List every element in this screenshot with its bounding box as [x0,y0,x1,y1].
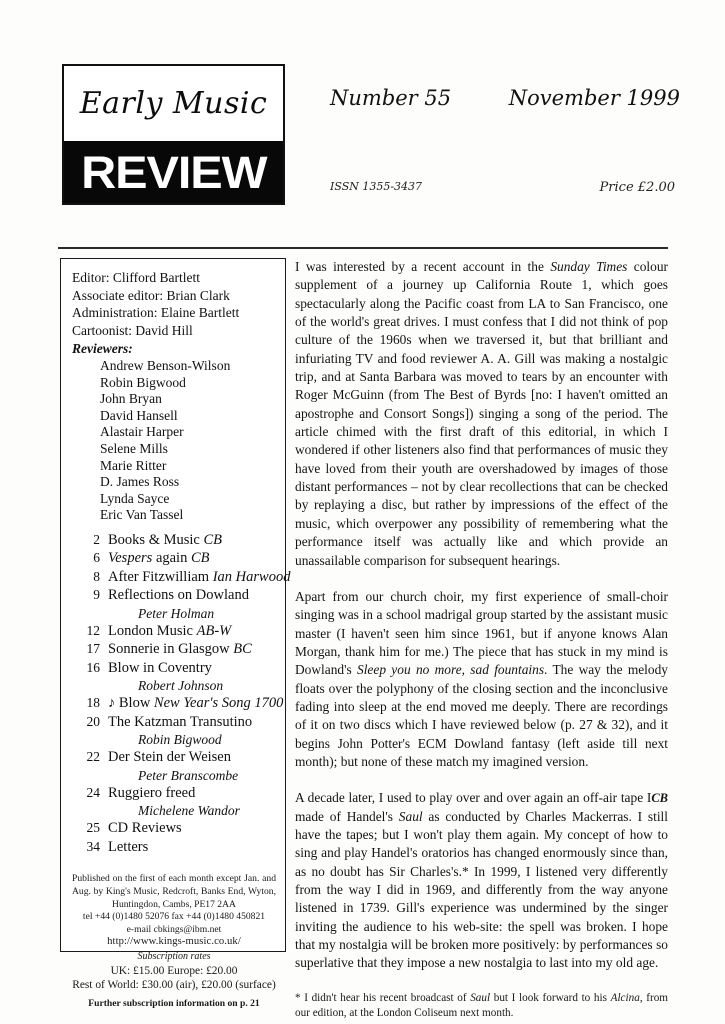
toc-page-number: 2 [93,531,100,547]
toc-entry[interactable] [72,838,276,857]
publication-title: Early Music [79,86,268,122]
editorial-paragraph-1: I was interested by a recent account in the Sunday Times colour supplement of a journey up California Route 1, which goes spectacularly along the Pacific coast from LA to San Francisco, one of the world's great drives. I must confess that I did not think of pop culture of the 1960s when we traversed it, but that brilliant and infuriating TV and food reviewer A. A. Gill was making a nostalgic trip, and at Santa Barbara was moved to tears by an encounter with Roger McGuinn (from The Best of Byrds [no: I haven't omitted an apostrophe and Consort Songs]) singing a song of the period. The article chimed with the first draft of this editorial, in which I wondered if other listeners also find that performances of music they have loved from their youth are overshadowed by images of those distant performances – not by clear recollections that can be checked by replaying a disc, but rather by impressions of the effect of the music, which overpower any possibility of remembering what the performance itself was actually like and which provide an unassailable comparison for subsequent hearings. [295,259,668,568]
publisher-website[interactable]: http://www.kings-music.co.uk/ [107,936,241,948]
toc-title: Blow in Coventry [108,659,212,676]
staff-administration: Administration: Elaine Bartlett [72,305,240,320]
staff-editor: Editor: Clifford Bartlett [72,270,200,285]
toc-title: After Fitzwilliam Ian Harwood [108,568,291,585]
editorial-footnote: * I didn't hear his recent broadcast of Saul but I look forward to his Alcina, from our edition, at the London Coliseum next month. [295,991,669,1019]
toc-entry[interactable] [72,622,276,641]
masthead-bottom-panel [64,141,283,203]
masthead-top-panel [64,66,283,141]
toc-author-row [72,802,276,819]
subscription-heading: Subscription rates [137,951,211,962]
publisher-info [72,873,276,1010]
toc-title: Books & Music CB [108,531,222,548]
toc-entry[interactable] [72,659,276,678]
reviewer-item: Marie Ritter [100,457,167,473]
publication-subtitle: REVIEW [80,146,267,198]
reviewer-item: Alastair Harper [100,424,184,440]
toc-entry[interactable] [72,819,276,838]
toc-entry[interactable] [72,586,276,605]
toc-page-number: 34 [86,838,100,854]
toc-entry[interactable] [72,568,291,587]
price: Price £2.00 [599,180,675,195]
toc-title: Letters [108,838,149,855]
sidebar-panel [60,258,291,1009]
toc-page-number: 25 [86,820,100,836]
editorial-signature: CB [651,791,668,806]
toc-title: The Katzman Transutino [108,713,253,730]
toc-page-number: 8 [93,568,100,584]
toc-title: ♪ Blow New Year's Song 1700 [108,695,284,712]
toc-page-number: 22 [86,749,100,765]
toc-author-row [72,731,276,748]
toc-entry[interactable] [72,713,276,732]
toc-title: London Music AB-W [108,622,232,639]
toc-title: Der Stein der Weisen [108,749,231,766]
toc-entry[interactable] [72,640,276,659]
table-of-contents [72,531,291,857]
toc-title: Ruggiero freed [108,784,196,801]
toc-page-number: 9 [93,587,100,603]
reviewer-item: Andrew Benson-Wilson [100,358,231,373]
toc-author: Michelene Wandor [138,803,240,819]
toc-page-number: 17 [86,641,100,657]
reviewer-item: D. James Ross [100,474,180,490]
toc-page-number: 18 [86,695,100,711]
toc-title: Reflections on Dowland [108,587,249,604]
toc-author-row [72,767,276,784]
toc-entry[interactable] [72,694,284,713]
toc-author: Peter Branscombe [138,767,239,783]
reviewer-item: David Hansell [100,407,178,423]
subscription-more-info: Further subscription information on p. 21 [88,997,260,1009]
toc-entry[interactable] [72,549,276,568]
issue-number: Number 55 [330,86,452,110]
toc-page-number: 16 [86,659,100,675]
reviewer-item: Lynda Sayce [100,490,170,506]
editorial-paragraph-2: Apart from our church choir, my first experience of small-choir singing was in a school madrigal group started by the assistant music master (I haven't seen him since 1961, but if anyone knows Alan Morgan, thank him for me.) The piece that has stuck in my mind is Dowland's Sleep you no more, sad fountains. The way the melody floats over the polyphony of the closing section and the inconclusive fading into sleep at the end moved me deeply. There are recordings of it on two discs which I have reviewed below (p. 27 & 32), and it begins John Potter's ECM Dowland fantasy (left aside till next month); but none of these match my imagined version. [295,588,668,769]
editorial-paragraph-3: CB A decade later, I used to play over and over again an off-air tape I made of Handel's Saul as conducted by Charles Mackerras. I still have the tapes; but I won't play them again. My concept of how to sing and play Handel's oratorios has changed enormously since than, as no doubt has Sir Charles's.* In 1999, I listened very differently from the way I did in 1969, and differently from the way anyone listened in 1739. Gill's experience was undermined by the singer inviting the audience to his web-site: the spell was broken. I hope that my nostalgia will be broken more positively: by performances so superlative that they impose a new nostalgia to last into my old age. [295,790,668,971]
toc-author: Robert Johnson [138,678,224,694]
reviewer-item: Eric Van Tassel [100,507,184,523]
issue-line [330,86,680,110]
toc-entry[interactable] [72,784,276,803]
subscription-rate-world: Rest of World: £30.00 (air), £20.00 (surface) [72,978,276,991]
music-note-icon: ♪ Blow [108,695,154,712]
toc-author: Robin Bigwood [138,732,222,748]
reviewer-item: Robin Bigwood [100,374,186,390]
toc-author: Peter Holman [138,605,215,621]
toc-page-number: 12 [86,622,100,638]
toc-author-row [72,677,276,694]
toc-title: Vespers again CB [108,550,210,567]
reviewers-heading: Reviewers: [72,341,133,356]
toc-page-number: 6 [93,550,100,566]
publisher-phone: tel +44 (0)1480 52076 fax +44 (0)1480 450821 [82,911,266,923]
masthead-logo [62,64,285,205]
toc-page-number: 20 [86,713,100,729]
issn-price-line [330,180,675,195]
toc-page-number: 24 [86,784,100,800]
toc-title: Sonnerie in Glasgow BC [108,641,252,658]
staff-associate-editor: Associate editor: Brian Clark [72,287,230,303]
subscription-rate-uk-europe: UK: £15.00 Europe: £20.00 [110,964,238,977]
toc-entry[interactable] [72,748,276,767]
reviewer-item: John Bryan [100,391,162,407]
issn: ISSN 1355-3437 [330,180,423,193]
publisher-email[interactable]: e-mail cbkings@ibm.net [126,923,222,935]
staff-cartoonist: Cartoonist: David Hill [72,322,193,338]
toc-author-row [72,605,276,622]
reviewer-item: Selene Mills [100,440,168,456]
header-divider [58,247,668,249]
toc-entry[interactable] [72,531,276,550]
toc-title: CD Reviews [108,820,182,837]
editorial-column [295,258,668,1021]
issue-date: November 1999 [508,86,680,110]
publisher-address: Published on the first of each month except Jan. and Aug. by King's Music, Redcroft, Banks End, Wyton, Huntingdon, Cambs, PE17 2AA [72,873,276,910]
